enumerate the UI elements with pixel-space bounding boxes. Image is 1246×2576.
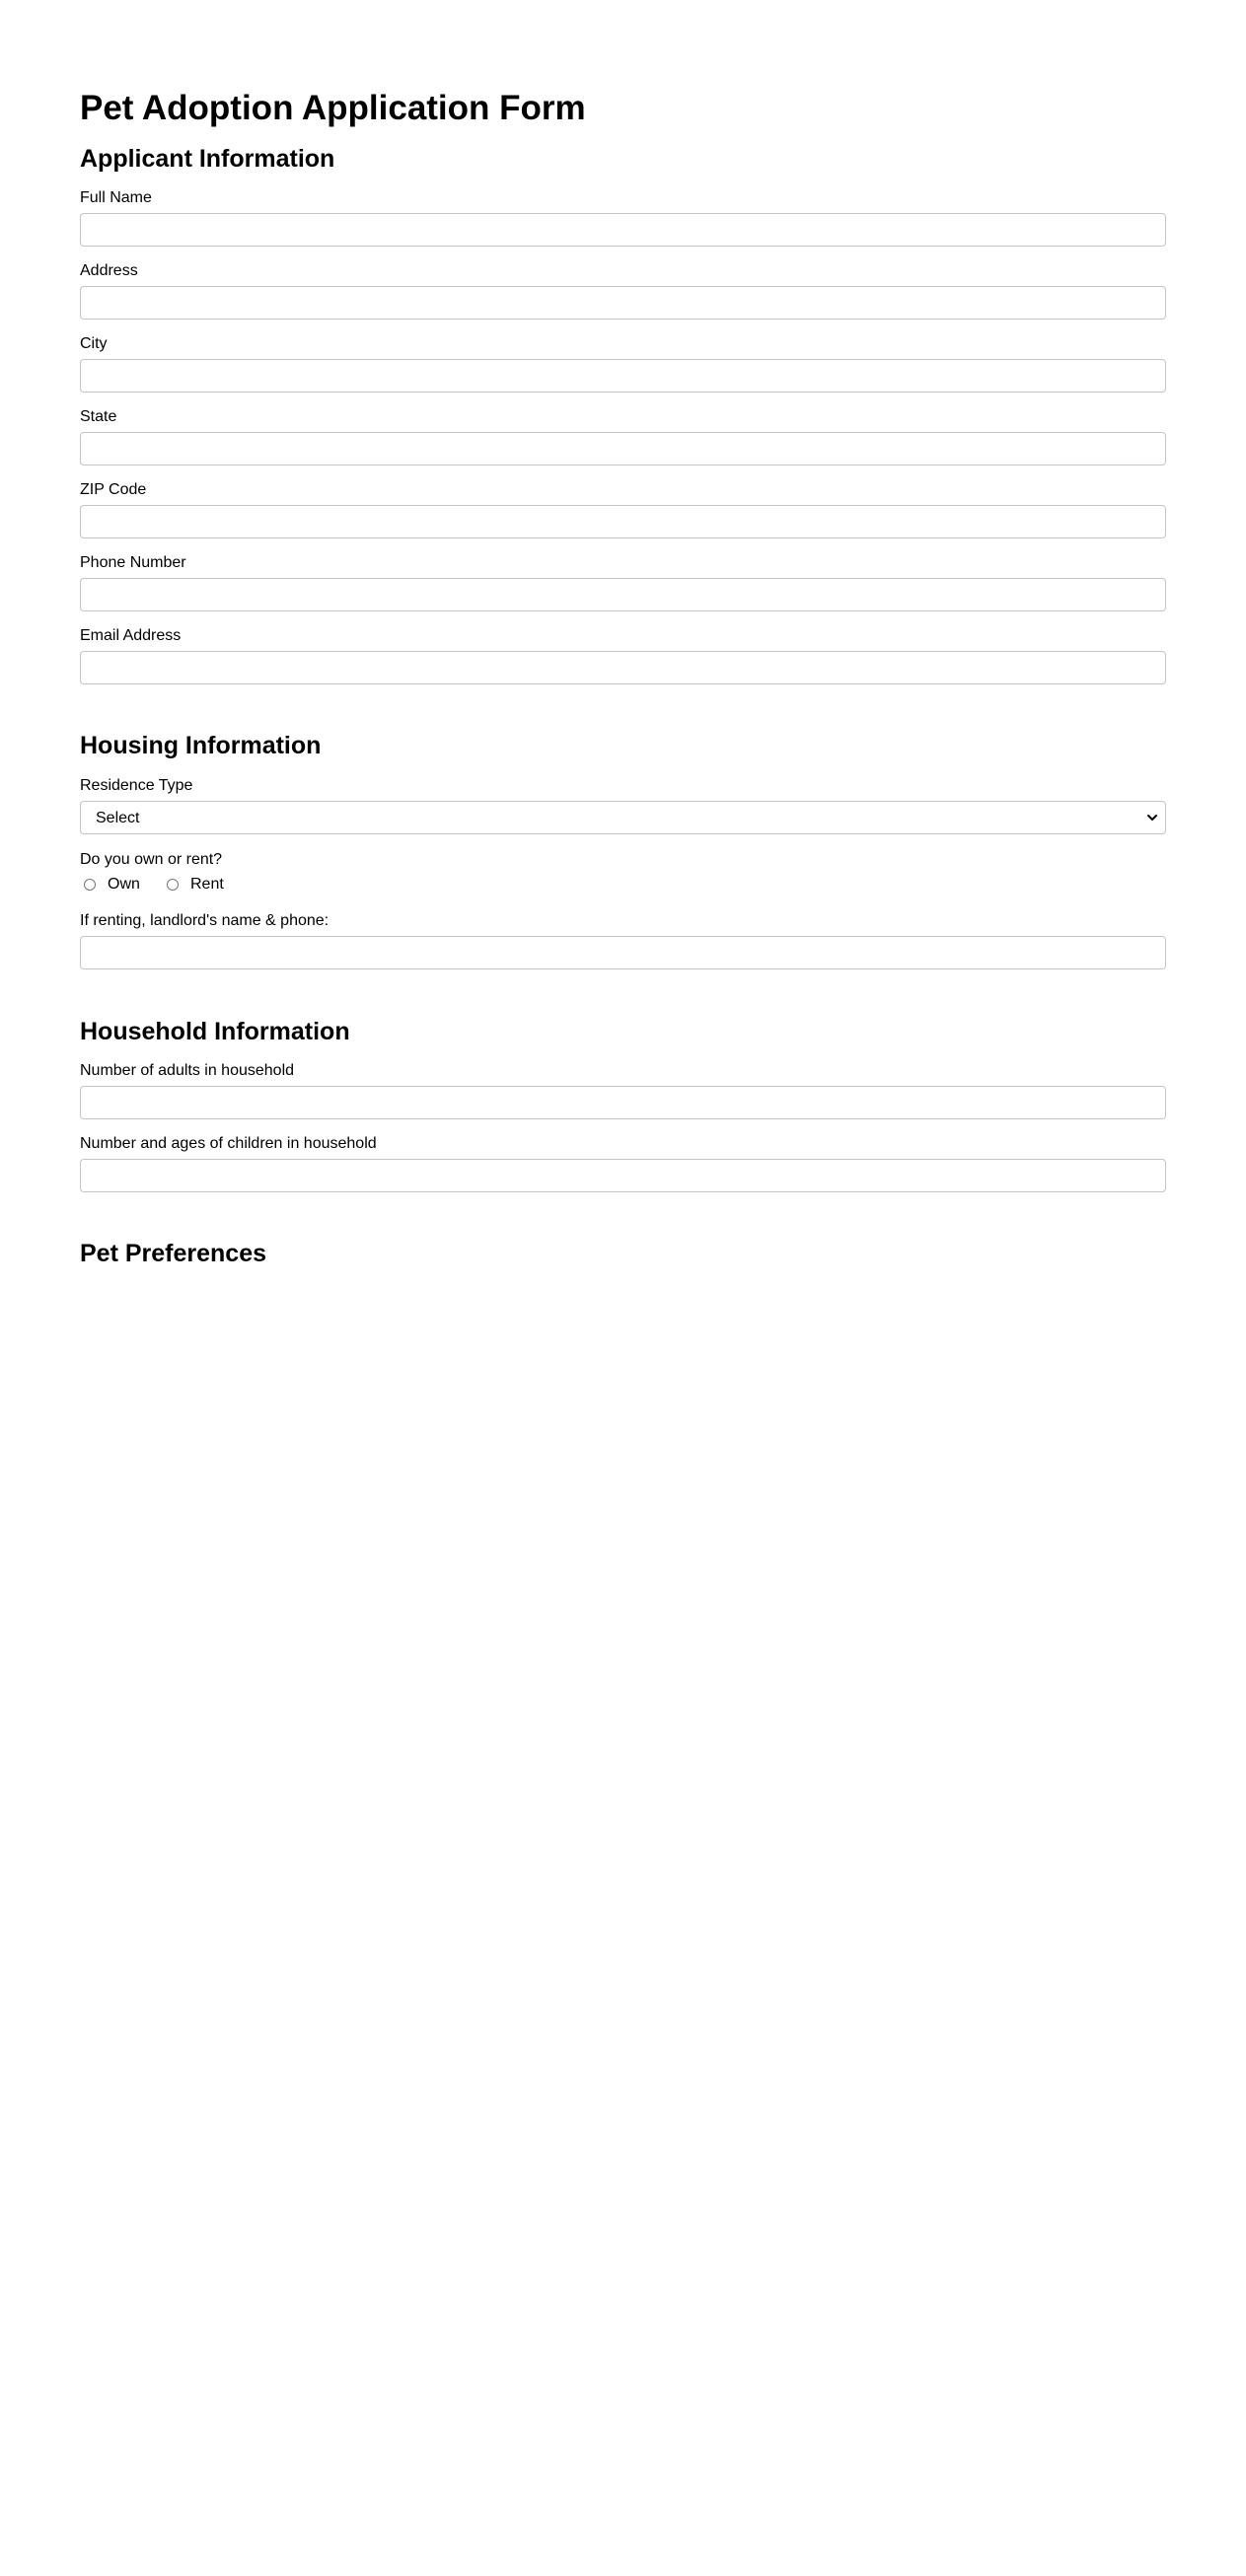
adults-count-label: Number of adults in household	[80, 1062, 295, 1079]
email-address-label: Email Address	[80, 627, 182, 644]
own-radio-label: Own	[108, 876, 140, 893]
address-input[interactable]	[80, 286, 1166, 320]
own-radio-option[interactable]	[84, 875, 140, 894]
residence-type-label: Residence Type	[80, 777, 193, 794]
email-address-input[interactable]	[80, 651, 1166, 684]
city-label: City	[80, 335, 108, 352]
state-label: State	[80, 408, 117, 425]
residence-type-selected-value: Select	[96, 810, 140, 826]
landlord-label: If renting, landlord's name & phone:	[80, 912, 330, 929]
rent-radio-option[interactable]	[167, 875, 224, 894]
section-title-housing: Housing Information	[80, 732, 322, 759]
section-title-applicant: Applicant Information	[80, 145, 335, 173]
chevron-down-icon	[1145, 811, 1159, 824]
section-title-pet-preferences: Pet Preferences	[80, 1240, 267, 1267]
page-title: Pet Adoption Application Form	[80, 89, 586, 127]
phone-number-label: Phone Number	[80, 554, 186, 571]
full-name-input[interactable]	[80, 213, 1166, 247]
section-title-household: Household Information	[80, 1018, 350, 1045]
state-input[interactable]	[80, 432, 1166, 465]
city-input[interactable]	[80, 359, 1166, 393]
landlord-input[interactable]	[80, 936, 1166, 969]
own-rent-label: Do you own or rent?	[80, 851, 223, 868]
address-label: Address	[80, 262, 138, 279]
children-info-input[interactable]	[80, 1159, 1166, 1192]
rent-radio-label: Rent	[190, 876, 224, 893]
residence-type-select[interactable]	[80, 801, 1166, 834]
zip-code-label: ZIP Code	[80, 481, 147, 498]
own-radio-button[interactable]	[84, 879, 96, 891]
phone-number-input[interactable]	[80, 578, 1166, 611]
full-name-label: Full Name	[80, 189, 152, 206]
adults-count-input[interactable]	[80, 1086, 1166, 1119]
rent-radio-button[interactable]	[167, 879, 179, 891]
children-info-label: Number and ages of children in household	[80, 1135, 377, 1152]
zip-code-input[interactable]	[80, 505, 1166, 538]
